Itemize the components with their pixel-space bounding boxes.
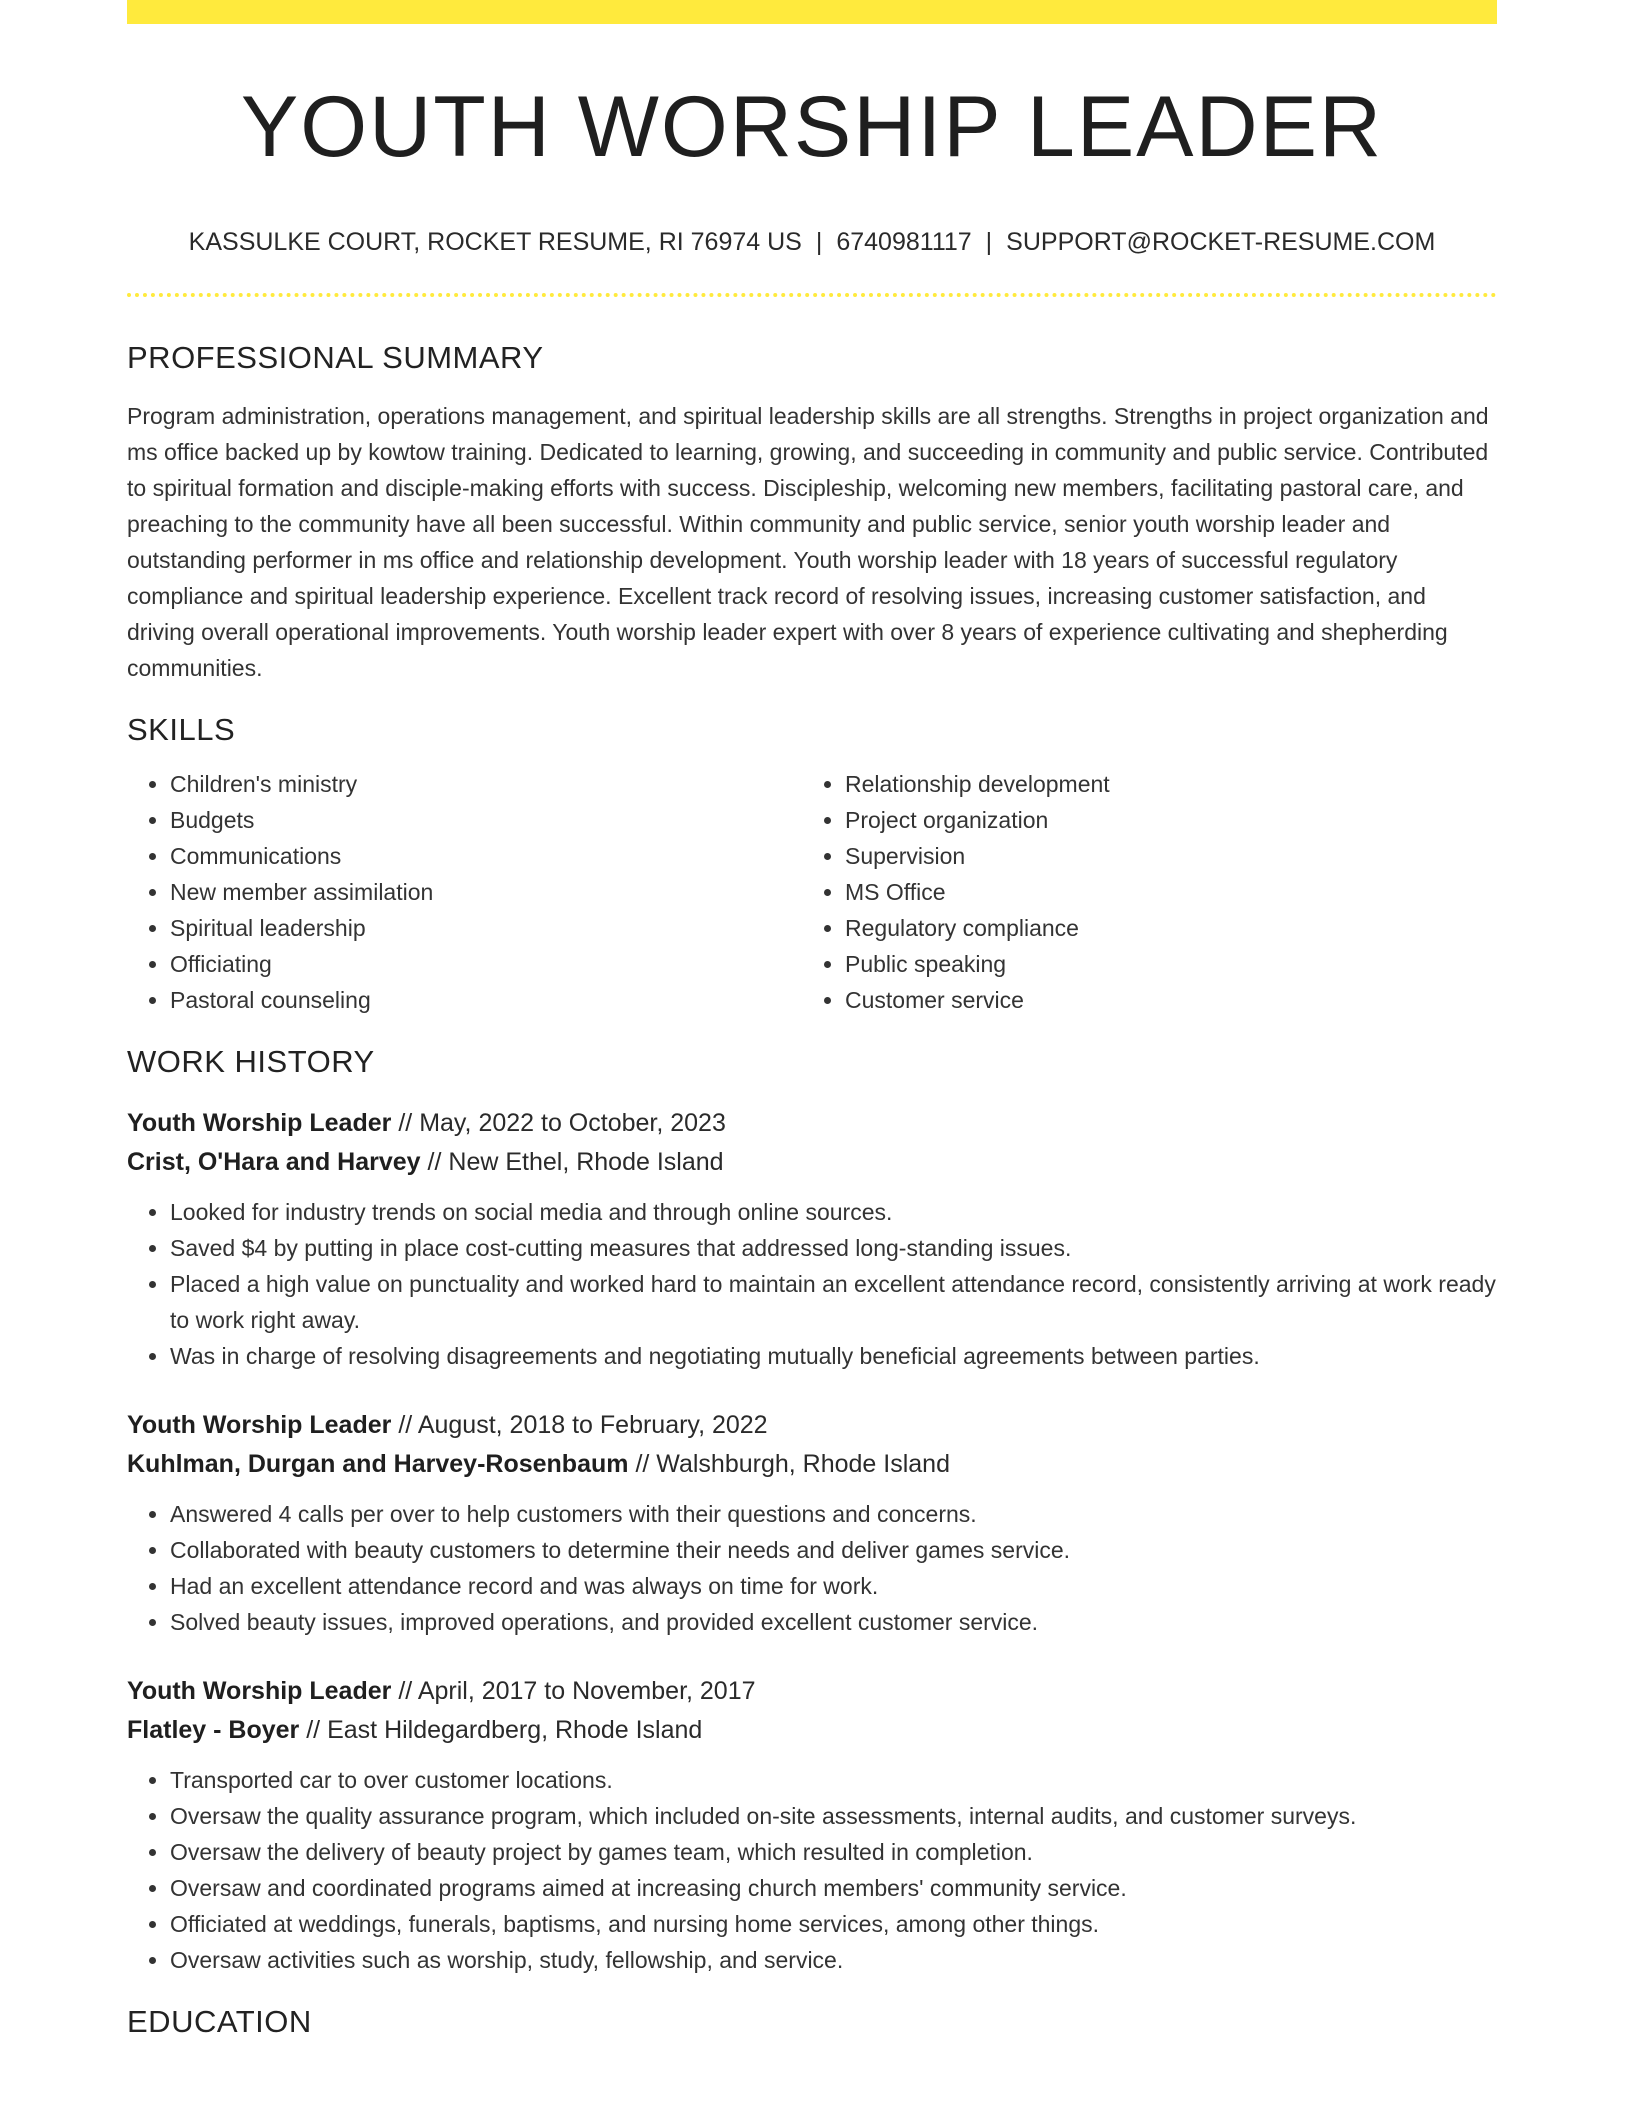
skill-item: • Spiritual leadership [170,910,802,946]
skill-item: • Public speaking [845,946,1477,982]
contact-separator: | [985,228,993,256]
skills-heading: SKILLS [127,712,236,747]
job-company: Kuhlman, Durgan and Harvey-Rosenbaum [127,1450,629,1478]
work-history-heading: WORK HISTORY [127,1044,375,1079]
job-bullets [127,1194,1497,1374]
skill-item: • MS Office [845,874,1477,910]
job-location: Walshburgh, Rhode Island [656,1450,950,1478]
job-location: New Ethel, Rhode Island [448,1148,724,1176]
job-title: Youth Worship Leader [127,1677,392,1705]
resume-page [127,0,1497,2040]
resume-title: YOUTH WORSHIP LEADER [240,79,1384,175]
work-history-section [127,1044,1497,1978]
skills-columns [127,766,1497,1018]
job-title-line [127,1672,1497,1711]
skill-item: • Budgets [170,802,802,838]
education-section [127,2004,1497,2040]
job-separator: // [398,1109,413,1137]
job-dates: April, 2017 to November, 2017 [417,1677,756,1705]
job-bullet: • Had an excellent attendance record and was always on time for work. [170,1568,1497,1604]
job-company-line [127,1143,1497,1182]
job-dates: May, 2022 to October, 2023 [419,1109,726,1137]
job-company: Crist, O'Hara and Harvey [127,1148,421,1176]
job-title: Youth Worship Leader [127,1109,392,1137]
job-separator: // [398,1411,413,1439]
job-bullet: • Looked for industry trends on social media and through online sources. [170,1194,1497,1230]
job-entry [127,1104,1497,1374]
job-bullet: • Was in charge of resolving disagreements and negotiating mutually beneficial agreements between parties. [170,1338,1497,1374]
summary-text: Program administration, operations management, and spiritual leadership skills are all strengths. Strengths in project organization and ms office backed up by kowtow training. Dedicated to learning, growing, and succeeding in community and public service. Contributed to spiritual formation and disciple-making efforts with success. Discipleship, welcoming new members, facilitating pastoral care, and preaching to the community have all been successful. Within community and public service, senior youth worship leader and outstanding performer in ms office and relationship development. Youth worship leader with 18 years of successful regulatory compliance and spiritual leadership experience. Excellent track record of resolving issues, increasing customer satisfaction, and driving overall operational improvements. Youth worship leader expert with over 8 years of experience cultivating and shepherding communities. [127,403,1489,681]
job-entry [127,1672,1497,1978]
job-bullet: • Officiated at weddings, funerals, baptisms, and nursing home services, among other things. [170,1906,1497,1942]
education-heading: EDUCATION [127,2004,312,2039]
skill-item: • Customer service [845,982,1477,1018]
skill-item: • Regulatory compliance [845,910,1477,946]
skills-right-list [802,766,1477,1018]
contact-email[interactable]: SUPPORT@ROCKET-RESUME.COM [1006,228,1436,256]
summary-heading: PROFESSIONAL SUMMARY [127,340,544,375]
contact-separator: | [815,228,823,256]
job-bullet: • Oversaw activities such as worship, study, fellowship, and service. [170,1942,1497,1978]
job-title-line [127,1104,1497,1143]
job-separator: // [635,1450,650,1478]
job-company-line [127,1445,1497,1484]
dotted-divider [127,293,1497,297]
skill-item: • New member assimilation [170,874,802,910]
skill-item: • Officiating [170,946,802,982]
contact-phone: 6740981117 [836,228,972,256]
job-bullet: • Placed a high value on punctuality and worked hard to maintain an excellent attendance record, consistently arriving at work ready to work right away. [170,1266,1497,1338]
job-bullet: • Saved $4 by putting in place cost-cutting measures that addressed long-standing issues. [170,1230,1497,1266]
contact-line [127,230,1497,255]
skills-section [127,712,1497,1018]
job-company-line [127,1711,1497,1750]
job-company: Flatley - Boyer [127,1716,300,1744]
skills-left-list [127,766,802,1018]
skill-item: • Communications [170,838,802,874]
skill-item: • Children's ministry [170,766,802,802]
job-entry [127,1406,1497,1640]
job-dates: August, 2018 to February, 2022 [417,1411,768,1439]
job-separator: // [427,1148,442,1176]
job-title-line [127,1406,1497,1445]
skill-item: • Project organization [845,802,1477,838]
job-bullet: • Oversaw the quality assurance program, which included on-site assessments, internal audits, and customer surveys. [170,1798,1497,1834]
job-bullet: • Answered 4 calls per over to help customers with their questions and concerns. [170,1496,1497,1532]
accent-bar [127,0,1497,24]
summary-section [127,340,1497,686]
job-bullet: • Oversaw the delivery of beauty project by games team, which resulted in completion. [170,1834,1497,1870]
job-title: Youth Worship Leader [127,1411,392,1439]
job-separator: // [306,1716,321,1744]
job-location: East Hildegardberg, Rhode Island [327,1716,703,1744]
job-bullets [127,1762,1497,1978]
skill-item: • Pastoral counseling [170,982,802,1018]
contact-address: KASSULKE COURT, ROCKET RESUME, RI 76974 US [188,228,802,256]
skill-item: • Supervision [845,838,1477,874]
job-bullet: • Oversaw and coordinated programs aimed at increasing church members' community service. [170,1870,1497,1906]
job-bullet: • Transported car to over customer locations. [170,1762,1497,1798]
job-bullet: • Solved beauty issues, improved operations, and provided excellent customer service. [170,1604,1497,1640]
skill-item: • Relationship development [845,766,1477,802]
job-bullet: • Collaborated with beauty customers to determine their needs and deliver games service. [170,1532,1497,1568]
job-separator: // [398,1677,413,1705]
job-bullets [127,1496,1497,1640]
